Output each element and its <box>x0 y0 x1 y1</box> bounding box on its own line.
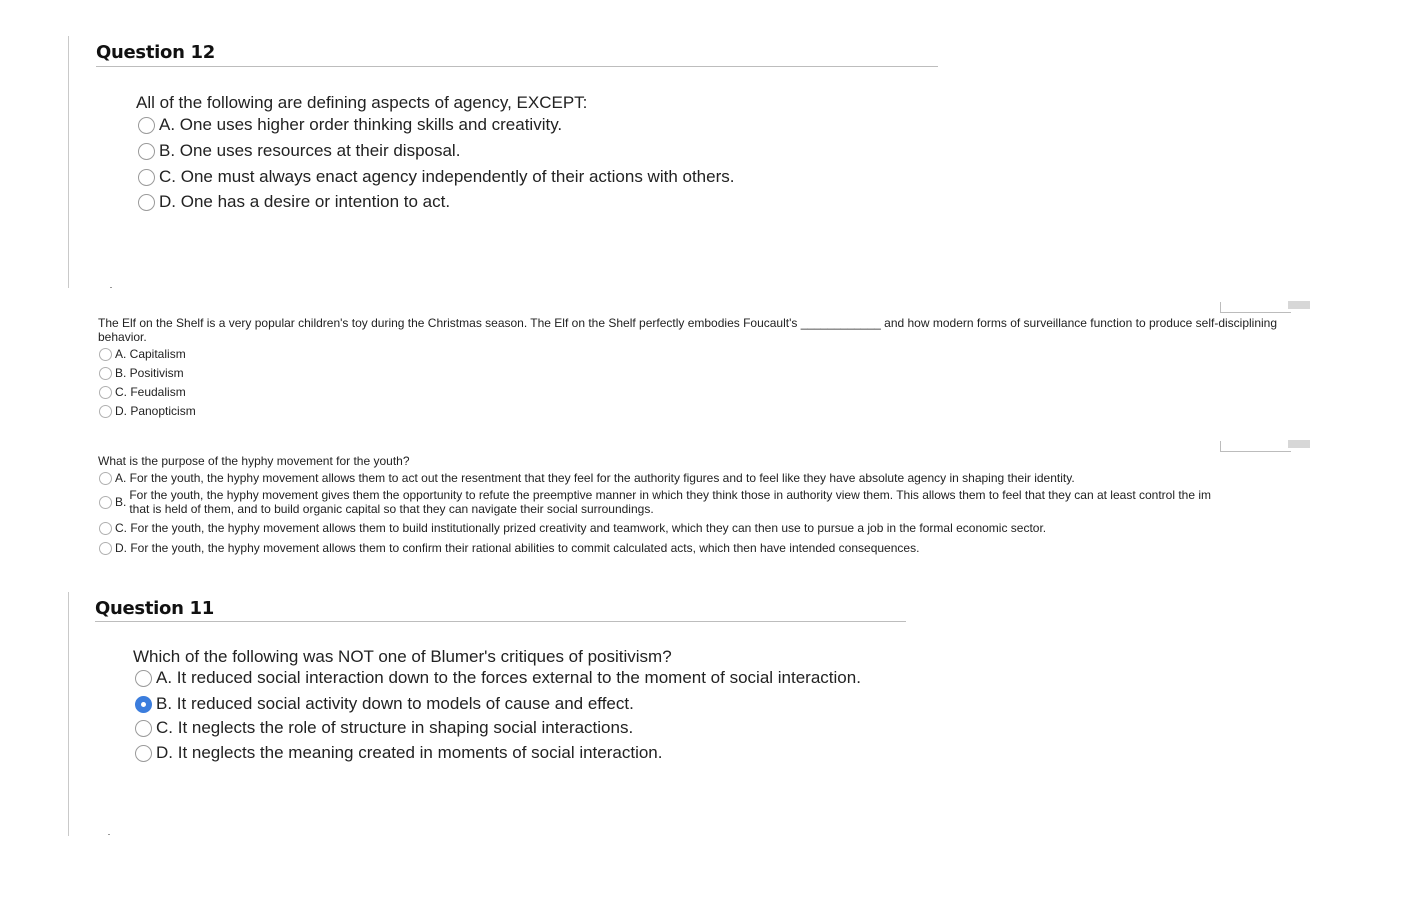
flag-tab <box>1288 301 1310 309</box>
elf-option-b[interactable] <box>99 366 184 380</box>
question-12-prompt: All of the following are defining aspects of agency, EXCEPT: <box>136 93 588 112</box>
q11-option-a[interactable] <box>135 668 861 688</box>
radio-button[interactable] <box>138 169 155 186</box>
q11-option-b[interactable] <box>135 694 634 714</box>
option-label-line-1: For the youth, the hyphy movement gives them the opportunity to refute the preemptive manner in which they think those in authority view them. This allows them to feel that they can at least control the im <box>129 488 1212 502</box>
option-label: A. For the youth, the hyphy movement allows them to act out the resentment that they feel for the authority figures and to feel like they have absolute agency in shaping their identity. <box>115 471 1075 485</box>
q12-option-b[interactable] <box>138 141 460 161</box>
flag-bracket <box>1220 441 1291 452</box>
option-label: B. One uses resources at their disposal. <box>159 141 461 160</box>
question-12-title: Question 12 <box>96 42 216 63</box>
radio-button[interactable] <box>99 405 112 418</box>
radio-button[interactable] <box>135 670 152 687</box>
radio-button[interactable] <box>138 143 155 160</box>
radio-button[interactable] <box>99 542 112 555</box>
radio-button[interactable] <box>99 472 112 485</box>
elf-option-d[interactable] <box>99 404 196 418</box>
option-label: B. Positivism <box>115 366 184 380</box>
question-flag-widget[interactable] <box>1220 440 1310 452</box>
option-label: D. For the youth, the hyphy movement allows them to confirm their rational abilities to commit calculated acts, which then have intended consequences. <box>115 541 920 555</box>
option-label: B. It reduced social activity down to models of cause and effect. <box>156 694 634 713</box>
q11-option-d[interactable] <box>135 743 662 763</box>
flag-bracket <box>1220 302 1291 313</box>
option-letter: B. <box>115 495 127 509</box>
elf-question-prompt: The Elf on the Shelf is a very popular children's toy during the Christmas season. The Elf on the Shelf perfectly embodies Foucault's ____________ and how modern forms of surveillance function to produce self-disciplining behavior. <box>98 316 1278 344</box>
hyphy-option-b[interactable] <box>99 488 1309 516</box>
hyphy-question-prompt: What is the purpose of the hyphy movement for the youth? <box>98 454 410 468</box>
option-label: A. Capitalism <box>115 347 186 361</box>
left-rule-q12 <box>68 36 69 288</box>
elf-option-c[interactable] <box>99 385 186 399</box>
q12-option-d[interactable] <box>138 192 450 212</box>
left-rule-q11 <box>68 592 69 836</box>
option-label: D. One has a desire or intention to act. <box>159 192 451 211</box>
radio-button-selected[interactable] <box>135 696 152 713</box>
q11-option-c[interactable] <box>135 718 633 738</box>
option-label: C. One must always enact agency independently of their actions with others. <box>159 167 735 186</box>
radio-button[interactable] <box>99 386 112 399</box>
option-label-line-2: that is held of them, and to build organic capital so that they can navigate their social surroundings. <box>129 502 654 516</box>
q12-option-a[interactable] <box>138 115 562 135</box>
radio-button[interactable] <box>138 194 155 211</box>
question-11-prompt: Which of the following was NOT one of Blumer's critiques of positivism? <box>133 647 672 666</box>
question-12-underline <box>96 66 938 67</box>
option-label: A. One uses higher order thinking skills and creativity. <box>159 115 563 134</box>
option-label: D. It neglects the meaning created in moments of social interaction. <box>156 743 663 762</box>
option-label <box>129 488 1309 516</box>
radio-button[interactable] <box>99 522 112 535</box>
question-11-title: Question 11 <box>95 598 215 619</box>
hyphy-option-a[interactable] <box>99 471 1075 485</box>
option-label: C. Feudalism <box>115 385 186 399</box>
radio-button[interactable] <box>99 367 112 380</box>
radio-button[interactable] <box>135 720 152 737</box>
question-flag-widget[interactable] <box>1220 301 1310 313</box>
hyphy-option-c[interactable] <box>99 521 1046 535</box>
hyphy-option-d[interactable] <box>99 541 919 555</box>
q12-option-c[interactable] <box>138 167 734 187</box>
radio-button[interactable] <box>135 745 152 762</box>
option-label: D. Panopticism <box>115 404 196 418</box>
question-11-underline <box>95 621 906 622</box>
stray-mark <box>108 834 110 835</box>
option-label: C. For the youth, the hyphy movement allows them to build institutionally prized creativity and teamwork, which they can then use to pursue a job in the formal economic sector. <box>115 521 1047 535</box>
flag-tab <box>1288 440 1310 448</box>
radio-button[interactable] <box>99 496 112 509</box>
option-label: C. It neglects the role of structure in shaping social interactions. <box>156 718 634 737</box>
radio-button[interactable] <box>99 348 112 361</box>
option-label: A. It reduced social interaction down to the forces external to the moment of social interaction. <box>156 668 861 687</box>
radio-button[interactable] <box>138 117 155 134</box>
elf-option-a[interactable] <box>99 347 186 361</box>
stray-mark <box>110 287 112 288</box>
